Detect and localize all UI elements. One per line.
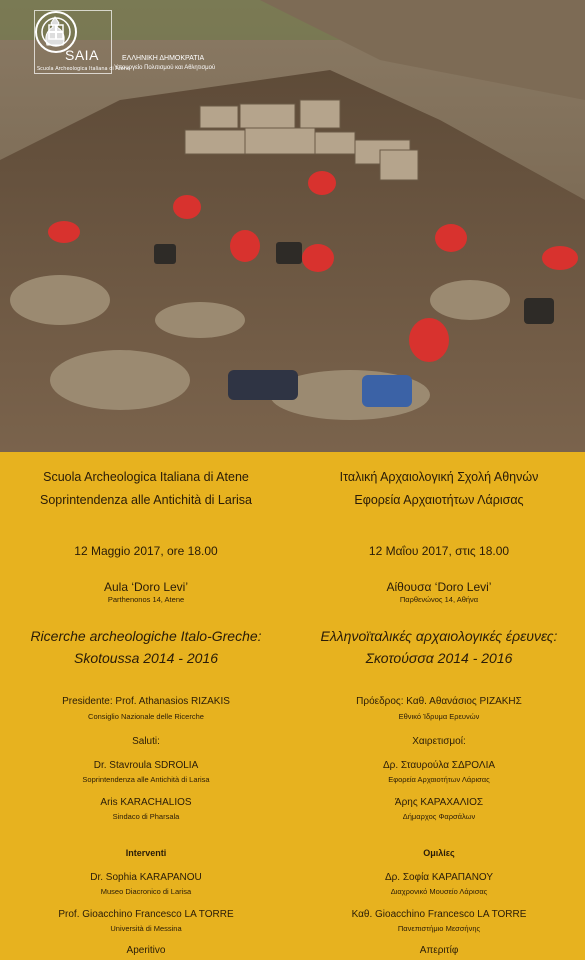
- president-affiliation: Consiglio Nazionale delle Ricerche: [88, 712, 204, 721]
- saia-logo-text: SAIA: [65, 47, 99, 63]
- logos: [34, 10, 264, 80]
- institution-1: Scuola Archeologica Italiana di Atene: [43, 470, 249, 484]
- talk-speaker-1: Δρ. Σοφία ΚΑΡΑΠΑΝΟΥ: [384, 872, 494, 883]
- event-title-line-1: Ελληνοϊταλικές αρχαιολογικές έρευνες:: [320, 628, 558, 644]
- greeting-speaker-2-affiliation: Δήμαρχος Φαρσάλων: [402, 812, 476, 821]
- institution-2: Εφορεία Αρχαιοτήτων Λάρισας: [354, 493, 524, 507]
- ministry-title: Υπουργείο Πολιτισμού και Αθλητισμού: [114, 65, 216, 71]
- president-affiliation: Εθνικό Ίδρυμα Ερευνών: [398, 712, 480, 721]
- greeting-speaker-1-affiliation: Soprintendenza alle Antichità di Larisa: [82, 775, 210, 784]
- event-title-line-1: Ricerche archeologiche Italo-Greche:: [30, 628, 262, 644]
- venue: Αίθουσα ‘Doro Levi’: [386, 580, 492, 594]
- institution-1: Ιταλική Αρχαιολογική Σχολή Αθηνών: [339, 470, 539, 484]
- excavation-photo: [0, 0, 585, 452]
- event-date: 12 Μαΐου 2017, στις 18.00: [368, 544, 510, 558]
- event-title-line-2: Σκοτούσσα 2014 - 2016: [365, 650, 513, 666]
- venue-address: Parthenonos 14, Atene: [107, 595, 185, 604]
- saia-logo-subtitle: Scuola Archeologica Italiana di Atene: [37, 66, 130, 72]
- greeting-speaker-1: Dr. Stavroula SDROLIA: [93, 760, 199, 771]
- greetings-heading: Χαιρετισμοί:: [412, 736, 466, 747]
- greek-state-title: ΕΛΛΗΝΙΚΗ ΔΗΜΟΚΡΑΤΙΑ: [122, 55, 205, 62]
- institution-2: Soprintendenza alle Antichità di Larisa: [40, 493, 252, 507]
- talk-speaker-1-affiliation: Museo Diacronico di Larisa: [100, 887, 192, 896]
- president: Presidente: Prof. Athanasios RIZAKIS: [62, 696, 230, 707]
- talks-heading: Interventi: [125, 848, 167, 858]
- greeting-speaker-2: Άρης ΚΑΡΑΧΑΛΙΟΣ: [394, 797, 484, 808]
- greek-state-seal-icon: [34, 10, 78, 54]
- aperitivo: Aperitivo: [126, 945, 166, 956]
- talk-speaker-1-affiliation: Διαχρονικό Μουσείο Λάρισας: [390, 887, 488, 896]
- president: Πρόεδρος: Καθ. Αθανάσιος ΡΙΖΑΚΗΣ: [356, 696, 522, 707]
- greeting-speaker-2: Aris KARACHALIOS: [100, 797, 192, 808]
- talk-speaker-1: Dr. Sophia KARAPANOU: [90, 872, 202, 883]
- venue: Aula ‘Doro Levi’: [103, 580, 189, 594]
- venue-address: Παρθενώνος 14, Αθήνα: [399, 595, 479, 604]
- talk-speaker-2-affiliation: Πανεπιστήμιο Μεσσήνης: [397, 924, 481, 933]
- greeting-speaker-1-affiliation: Εφορεία Αρχαιοτήτων Λάρισας: [388, 775, 490, 784]
- talk-speaker-2: Καθ. Gioacchino Francesco LA TORRE: [351, 909, 527, 920]
- talks-heading: Ομιλίες: [423, 848, 455, 858]
- greeting-speaker-1: Δρ. Σταυρούλα ΣΔΡΟΛΙΑ: [382, 760, 496, 771]
- event-date: 12 Maggio 2017, ore 18.00: [74, 544, 218, 558]
- aperitivo: Απεριτίφ: [419, 945, 459, 956]
- talk-speaker-2: Prof. Gioacchino Francesco LA TORRE: [58, 909, 234, 920]
- talk-speaker-2-affiliation: Università di Messina: [110, 924, 182, 933]
- greetings-heading: Saluti:: [132, 736, 160, 747]
- event-title-line-2: Skotoussa 2014 - 2016: [74, 650, 218, 666]
- greeting-speaker-2-affiliation: Sindaco di Pharsala: [112, 812, 180, 821]
